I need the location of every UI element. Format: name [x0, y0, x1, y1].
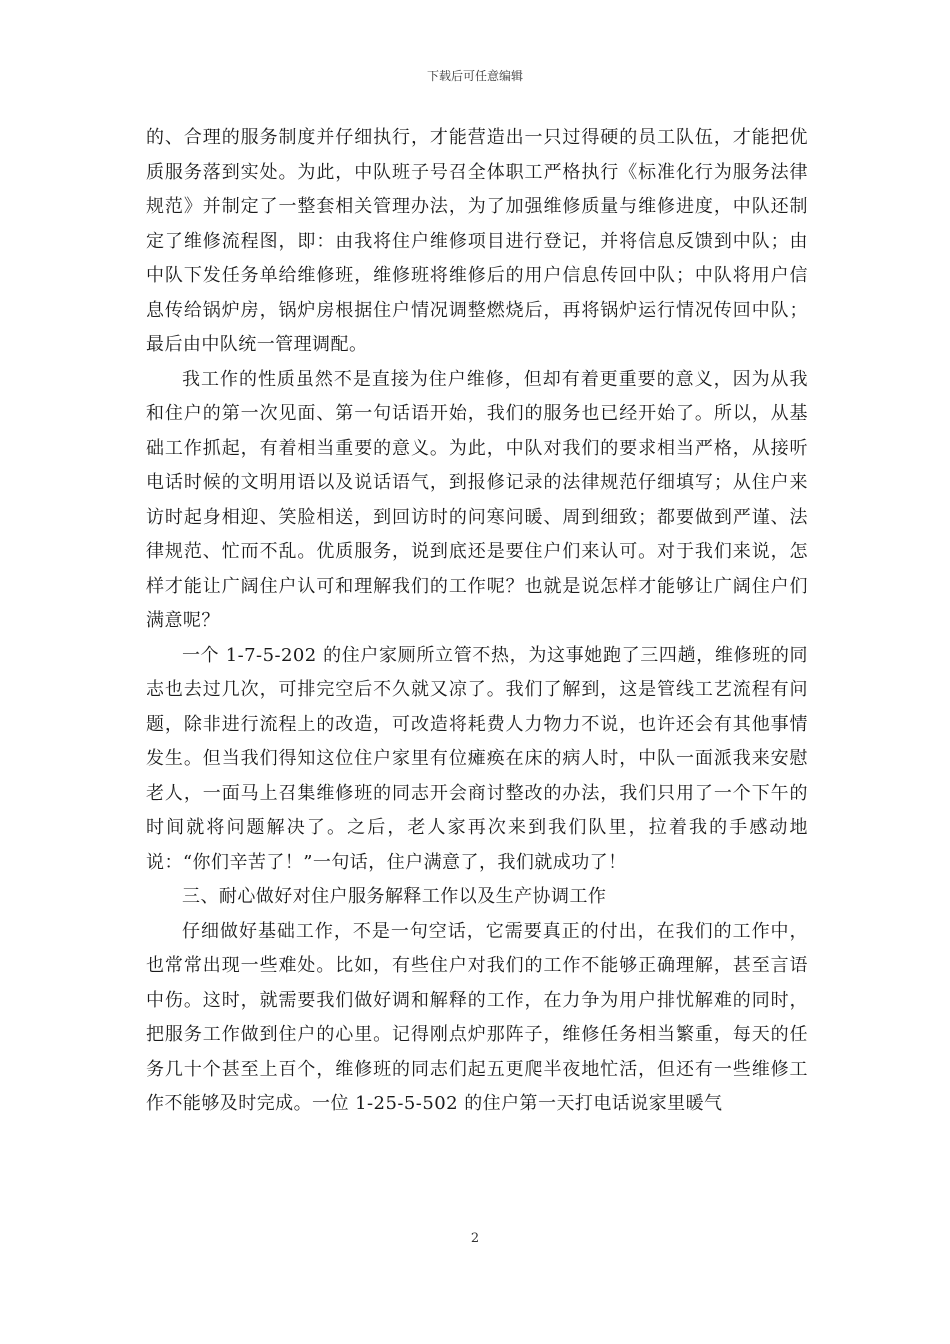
paragraph-4: 仔细做好基础工作，不是一句空话，它需要真正的付出，在我们的工作中，也常常出现一些难处。比如，有些住户对我们的工作不能够正确理解，甚至言语中伤。这时，就需要我们做好调和解释的工作，在力争为用户排忧解难的同时，把服务工作做到住户的心里。记得刚点炉那阵子，维修任务相当繁重，每天的任务几十个甚至上百个，维修班的同志们起五更爬半夜地忙活，但还有一些维修工作不能够及时完成。一位 1-25-5-502 的住户第一天打电话说家里暖气 [146, 920, 808, 1114]
paragraph-1: 的、合理的服务制度并仔细执行，才能营造出一只过得硬的员工队伍，才能把优质服务落到实处。为此，中队班子号召全体职工严格执行《标准化行为服务法律规范》并制定了一整套相关管理办法，为了加强维修质量与维修进度，中队还制定了维修流程图，即：由我将住户维修项目进行登记，并将信息反馈到中队；由中队下发任务单给维修班，维修班将维修后的用户信息传回中队；中队将用户信息传给锅炉房，锅炉房根据住户情况调整燃烧后，再将锅炉运行情况传回中队；最后由中队统一管理调配。 [146, 127, 808, 355]
page-number: 2 [470, 1231, 480, 1246]
page-header: 下载后可任意编辑 [426, 69, 523, 83]
document-body [146, 121, 808, 1122]
paragraph-2: 我工作的性质虽然不是直接为住户维修，但却有着更重要的意义，因为从我和住户的第一次见面、第一句话语开始，我们的服务也已经开始了。所以，从基础工作抓起，有着相当重要的意义。为此，中队对我们的要求相当严格，从接听电话时候的文明用语以及说话语气，到报修记录的法律规范仔细填写；从住户来访时起身相迎、笑脸相送，到回访时的问寒问暖、周到细致；都要做到严谨、法律规范、忙而不乱。优质服务，说到底还是要住户们来认可。对于我们来说，怎样才能让广阔住户认可和理解我们的工作呢？也就是说怎样才能够让广阔住户们满意呢？ [146, 368, 808, 631]
paragraph-3: 一个 1-7-5-202 的住户家厕所立管不热，为这事她跑了三四趟，维修班的同志也去过几次，可排完空后不久就又凉了。我们了解到，这是管线工艺流程有问题，除非进行流程上的改造，可改造将耗费人力物力不说，也许还会有其他事情发生。但当我们得知这位住户家里有位瘫痪在床的病人时，中队一面派我来安慰老人，一面马上召集维修班的同志开会商讨整改的办法，我们只用了一个下午的时间就将问题解决了。之后，老人家再次来到我们队里，拉着我的手感动地说：“你们辛苦了！”一句话，住户满意了，我们就成功了！ [146, 644, 808, 873]
section-heading: 三、耐心做好对住户服务解释工作以及生产协调工作 [182, 886, 607, 907]
